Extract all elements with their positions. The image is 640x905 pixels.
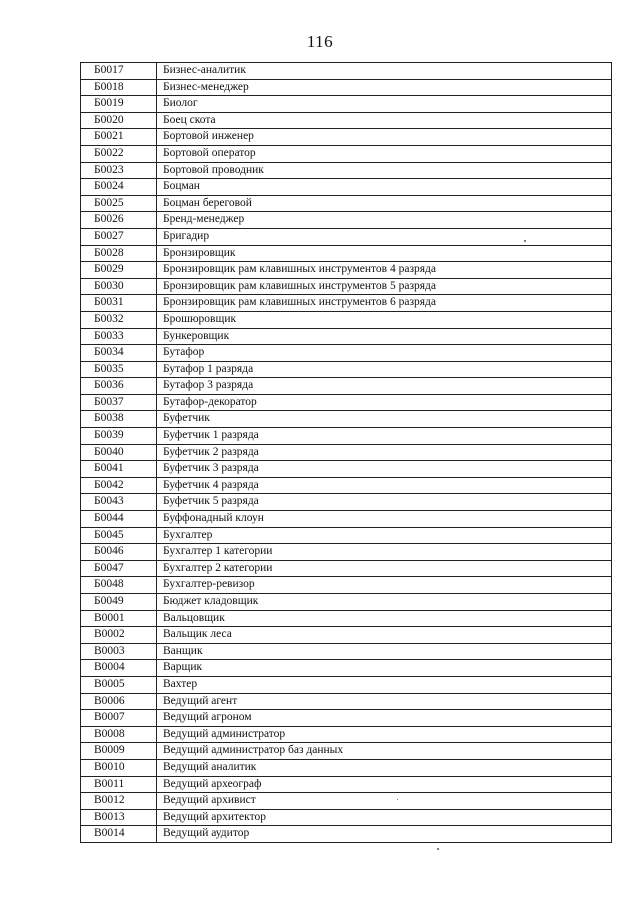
occupation-code: Б0039 <box>81 428 157 445</box>
occupation-code: Б0037 <box>81 394 157 411</box>
table-row <box>81 710 612 727</box>
occupation-code: Б0035 <box>81 361 157 378</box>
occupation-name: Буфетчик 1 разряда <box>157 428 612 445</box>
table-row <box>81 112 612 129</box>
occupation-name: Ведущий аудитор <box>157 826 612 843</box>
table-row <box>81 228 612 245</box>
occupation-code: Б0033 <box>81 328 157 345</box>
occupation-name: Бригадир <box>157 228 612 245</box>
occupation-name: Боцман <box>157 179 612 196</box>
occupation-name: Вахтер <box>157 676 612 693</box>
occupation-code: Б0019 <box>81 96 157 113</box>
occupation-name: Буффонадный клоун <box>157 511 612 528</box>
occupation-code: В0014 <box>81 826 157 843</box>
occupation-code: Б0020 <box>81 112 157 129</box>
occupation-name: Бухгалтер <box>157 527 612 544</box>
occupation-code: Б0031 <box>81 295 157 312</box>
occupation-name: Ведущий администратор баз данных <box>157 743 612 760</box>
table-row <box>81 676 612 693</box>
table-row <box>81 809 612 826</box>
table-row <box>81 262 612 279</box>
table-row <box>81 428 612 445</box>
table-row <box>81 245 612 262</box>
scan-speck <box>397 799 398 800</box>
table-row <box>81 627 612 644</box>
table-row <box>81 560 612 577</box>
occupation-code: Б0017 <box>81 63 157 80</box>
occupation-code: Б0023 <box>81 162 157 179</box>
occupation-name: Бутафор 3 разряда <box>157 378 612 395</box>
occupation-name: Бухгалтер 2 категории <box>157 560 612 577</box>
occupation-name: Буфетчик 3 разряда <box>157 461 612 478</box>
occupation-code: Б0024 <box>81 179 157 196</box>
table-row <box>81 511 612 528</box>
occupation-name: Бронзировщик рам клавишных инструментов 6 разряда <box>157 295 612 312</box>
occupation-name: Бортовой инженер <box>157 129 612 146</box>
occupation-name: Бизнес-менеджер <box>157 79 612 96</box>
occupation-code: В0003 <box>81 643 157 660</box>
occupation-name: Бутафор-декоратор <box>157 394 612 411</box>
table-row <box>81 411 612 428</box>
occupation-name: Буфетчик 4 разряда <box>157 477 612 494</box>
occupation-name: Брошюровщик <box>157 311 612 328</box>
occupation-code: Б0043 <box>81 494 157 511</box>
table-row <box>81 96 612 113</box>
occupation-code: Б0040 <box>81 444 157 461</box>
table-row <box>81 759 612 776</box>
table-row <box>81 63 612 80</box>
occupation-code: Б0032 <box>81 311 157 328</box>
occupation-name: Бронзировщик рам клавишных инструментов 4 разряда <box>157 262 612 279</box>
table-row <box>81 594 612 611</box>
table-row <box>81 643 612 660</box>
occupation-code: Б0042 <box>81 477 157 494</box>
occupation-name: Вальцовщик <box>157 610 612 627</box>
occupation-code: В0010 <box>81 759 157 776</box>
occupation-code: Б0027 <box>81 228 157 245</box>
table-row <box>81 444 612 461</box>
table-row <box>81 378 612 395</box>
occupation-code: Б0028 <box>81 245 157 262</box>
occupation-name: Бухгалтер 1 категории <box>157 544 612 561</box>
occupation-name: Бренд-менеджер <box>157 212 612 229</box>
occupation-code: Б0048 <box>81 577 157 594</box>
occupation-code: В0006 <box>81 693 157 710</box>
table-row <box>81 477 612 494</box>
scan-speck <box>524 240 526 242</box>
table-row <box>81 311 612 328</box>
occupation-name: Бортовой оператор <box>157 145 612 162</box>
table-row <box>81 295 612 312</box>
occupation-code: Б0018 <box>81 79 157 96</box>
table-body <box>81 63 612 843</box>
table-row <box>81 793 612 810</box>
occupation-code: Б0047 <box>81 560 157 577</box>
occupation-code: Б0029 <box>81 262 157 279</box>
table-row <box>81 212 612 229</box>
occupation-code: Б0022 <box>81 145 157 162</box>
occupation-code: Б0025 <box>81 195 157 212</box>
occupation-code: Б0034 <box>81 345 157 362</box>
table-row <box>81 195 612 212</box>
table-row <box>81 162 612 179</box>
occupation-code: Б0036 <box>81 378 157 395</box>
table-row <box>81 328 612 345</box>
occupation-code: В0009 <box>81 743 157 760</box>
occupation-name: Ведущий администратор <box>157 726 612 743</box>
occupation-code: В0008 <box>81 726 157 743</box>
occupation-name: Бункеровщик <box>157 328 612 345</box>
table-row <box>81 179 612 196</box>
occupation-name: Бухгалтер-ревизор <box>157 577 612 594</box>
occupation-name: Биолог <box>157 96 612 113</box>
occupation-code: Б0045 <box>81 527 157 544</box>
occupation-codes-table <box>80 62 612 843</box>
occupation-code: В0004 <box>81 660 157 677</box>
table-row <box>81 726 612 743</box>
occupation-name: Бронзировщик рам клавишных инструментов 5 разряда <box>157 278 612 295</box>
table-row <box>81 494 612 511</box>
table-row <box>81 743 612 760</box>
table-row <box>81 145 612 162</box>
occupation-name: Бутафор 1 разряда <box>157 361 612 378</box>
occupation-code: В0001 <box>81 610 157 627</box>
occupation-name: Варщик <box>157 660 612 677</box>
table-row <box>81 693 612 710</box>
table-row <box>81 610 612 627</box>
occupation-name: Буфетчик 5 разряда <box>157 494 612 511</box>
occupation-code: Б0049 <box>81 594 157 611</box>
table-row <box>81 79 612 96</box>
table-row <box>81 345 612 362</box>
occupation-code: В0007 <box>81 710 157 727</box>
scan-speck <box>437 848 439 850</box>
occupation-code: Б0044 <box>81 511 157 528</box>
occupation-code: В0011 <box>81 776 157 793</box>
occupation-name: Ведущий археограф <box>157 776 612 793</box>
occupation-code: Б0046 <box>81 544 157 561</box>
occupation-name: Буфетчик 2 разряда <box>157 444 612 461</box>
table-row <box>81 278 612 295</box>
occupation-name: Вальщик леса <box>157 627 612 644</box>
occupation-name: Бутафор <box>157 345 612 362</box>
occupation-name: Боец скота <box>157 112 612 129</box>
table-row <box>81 660 612 677</box>
table-row <box>81 527 612 544</box>
occupation-name: Ведущий аналитик <box>157 759 612 776</box>
occupation-name: Бортовой проводник <box>157 162 612 179</box>
occupation-code: Б0030 <box>81 278 157 295</box>
occupation-name: Бронзировщик <box>157 245 612 262</box>
table-row <box>81 394 612 411</box>
occupation-name: Ведущий архивист <box>157 793 612 810</box>
occupation-name: Ванщик <box>157 643 612 660</box>
page-number: 116 <box>306 32 334 51</box>
occupation-name: Буфетчик <box>157 411 612 428</box>
occupation-code: В0012 <box>81 793 157 810</box>
occupation-code: Б0026 <box>81 212 157 229</box>
occupation-code: В0002 <box>81 627 157 644</box>
occupation-code: Б0021 <box>81 129 157 146</box>
occupation-code: В0005 <box>81 676 157 693</box>
occupation-name: Бюджет кладовщик <box>157 594 612 611</box>
table-row <box>81 776 612 793</box>
occupation-code: Б0041 <box>81 461 157 478</box>
occupation-name: Ведущий агроном <box>157 710 612 727</box>
occupation-code: В0013 <box>81 809 157 826</box>
occupation-name: Ведущий архитектор <box>157 809 612 826</box>
occupation-name: Боцман береговой <box>157 195 612 212</box>
table-row <box>81 461 612 478</box>
table-row <box>81 826 612 843</box>
occupation-name: Ведущий агент <box>157 693 612 710</box>
table-row <box>81 577 612 594</box>
table-row <box>81 361 612 378</box>
table-row <box>81 129 612 146</box>
occupation-code: Б0038 <box>81 411 157 428</box>
table-row <box>81 544 612 561</box>
occupation-name: Бизнес-аналитик <box>157 63 612 80</box>
